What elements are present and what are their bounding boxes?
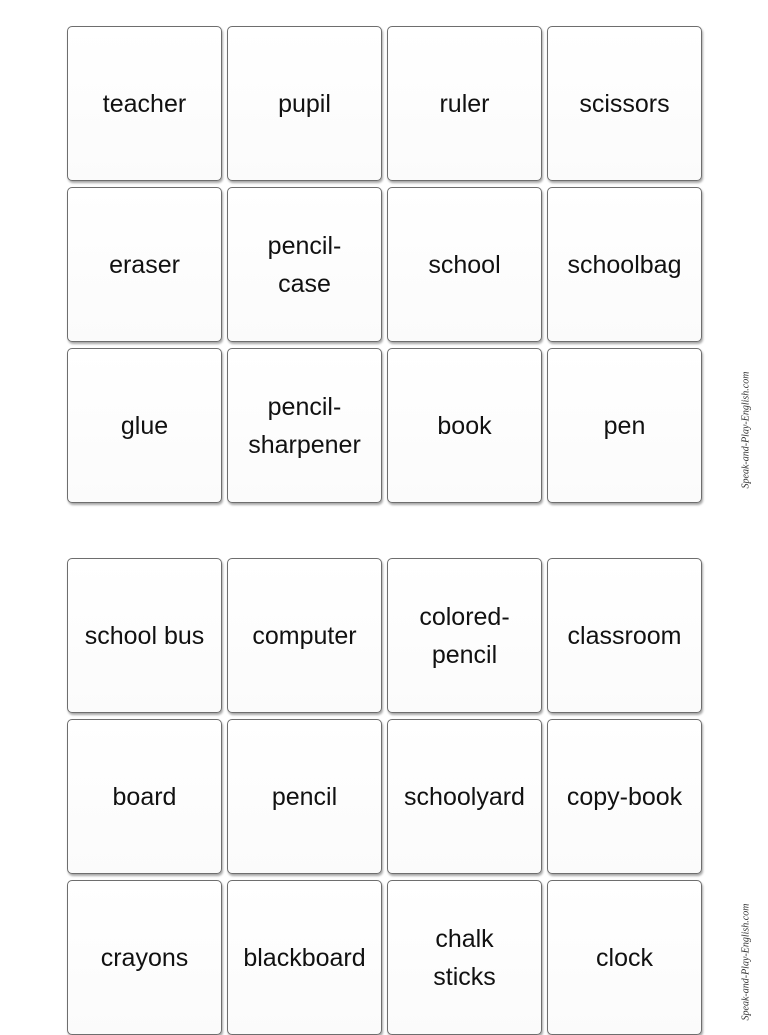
flashcard-word: chalk sticks <box>433 924 496 991</box>
flashcard-word: board <box>112 782 177 811</box>
flashcard <box>227 880 382 1035</box>
flashcard-word: clock <box>596 943 653 972</box>
flashcard <box>547 719 702 874</box>
flashcard-word: pen <box>603 411 646 440</box>
flashcard-word: school bus <box>84 621 205 650</box>
flashcard <box>67 880 222 1035</box>
flashcard <box>547 558 702 713</box>
flashcard <box>227 26 382 181</box>
flashcard <box>67 26 222 181</box>
flashcard <box>387 880 542 1035</box>
flashcard-word: colored- pencil <box>419 602 510 669</box>
flashcard <box>387 26 542 181</box>
flashcard-word: pencil- sharpener <box>248 392 361 459</box>
flashcard-word: school <box>428 250 501 279</box>
flashcard-word: schoolyard <box>404 782 525 811</box>
flashcard <box>547 348 702 503</box>
flashcard <box>547 187 702 342</box>
flashcard <box>227 187 382 342</box>
site-watermark: Speak-and-Play-English.com <box>740 903 752 1021</box>
flashcard-word: pencil <box>271 782 338 811</box>
flashcard <box>547 26 702 181</box>
flashcard-word: crayons <box>100 943 189 972</box>
flashcard <box>387 187 542 342</box>
flashcard <box>547 880 702 1035</box>
flashcard <box>67 187 222 342</box>
flashcard <box>67 719 222 874</box>
flashcard-word: scissors <box>579 89 670 118</box>
flashcard <box>387 558 542 713</box>
flashcard-word: book <box>437 411 492 440</box>
flashcard-word: pupil <box>278 89 331 118</box>
flashcard-word: classroom <box>567 621 682 650</box>
flashcard <box>387 719 542 874</box>
flashcard-word: pencil- case <box>267 231 342 298</box>
flashcard-word: schoolbag <box>567 250 682 279</box>
flashcard-sheet-2 <box>67 558 702 1035</box>
flashcard <box>67 348 222 503</box>
flashcard-word: copy-book <box>566 782 683 811</box>
flashcard-word: blackboard <box>243 943 366 972</box>
flashcard-word: eraser <box>109 250 180 279</box>
flashcard <box>227 348 382 503</box>
flashcard-sheet-1 <box>67 26 702 503</box>
site-watermark: Speak-and-Play-English.com <box>740 371 752 489</box>
flashcard-word: glue <box>120 411 169 440</box>
flashcard-word: teacher <box>102 89 187 118</box>
flashcard <box>227 719 382 874</box>
flashcard-word: ruler <box>439 89 490 118</box>
flashcard <box>387 348 542 503</box>
flashcard <box>67 558 222 713</box>
flashcard <box>227 558 382 713</box>
flashcard-word: computer <box>252 621 357 650</box>
